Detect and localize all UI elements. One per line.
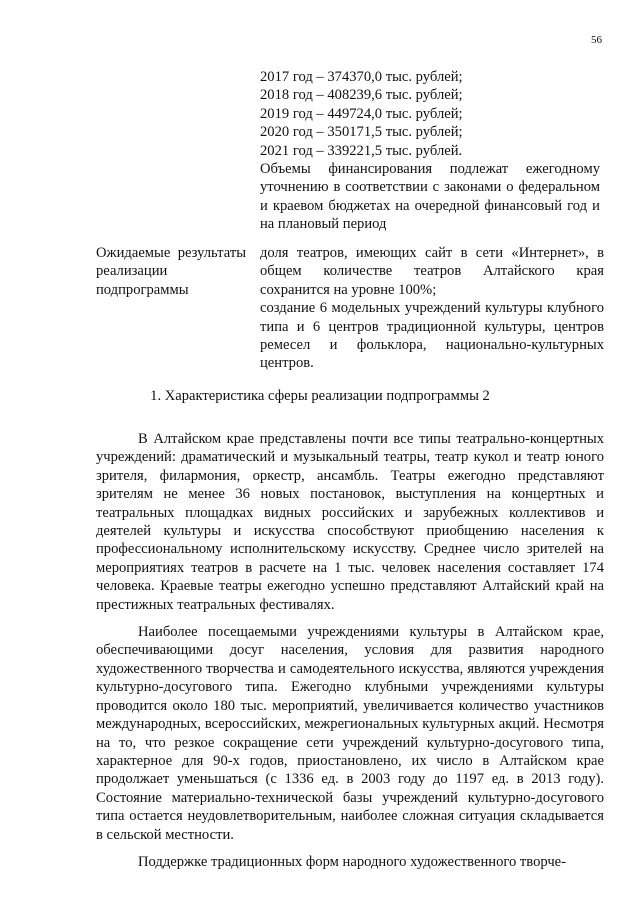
paragraph: Наиболее посещаемыми учреждениями культуры в Алтайском крае, обеспечивающими досуг населения, условия для развития народного художественного творчества и самодеятельного искусства, являются учреждения культурно-досугового типа. Ежегодно клубными учреждениями культуры проводится около 180 тыс. мероприятий, увеличивается количество участников международных, всероссийских, межрегиональных культурных акций. Несмотря на то, что резкое сокращение сети учреждений культурно-досугового типа, характерное для 90-х годов, приостановлено, их число в Алтайском крае продолжает уменьшаться (с 1336 ед. в 2003 году до 1197 ед. в 2013 году). Состояние материально-технической базы учреждений культурно-досугового типа остается неудовлетворительным, наиболее сложная ситуация складывается в сельской местности. (96, 624, 604, 843)
body-text (96, 430, 604, 880)
funding-year-line: 2021 год – 339221,5 тыс. рублей. (260, 142, 463, 159)
paragraph: В Алтайском крае представлены почти все типы театрально-концертных учреждений: драматический и музыкальный театры, театр кукол и театр юного зрителя, филармония, оркестр, ансамбль. Театры ежегодно представляют зрителям не менее 36 новых постановок, выступления на концертных и театральных площадках видных российских и зарубежных коллективов и деятелей культуры и искусства способствуют приобщению населения к профессиональному исполнительскому искусству. Среднее число зрителей на мероприятиях театров в расчете на 1 тыс. человек населения составляет 174 человека. Краевые театры ежегодно успешно представляют Алтайский край на престижных театральных фестивалях. (96, 431, 604, 613)
funding-year-line: 2020 год – 350171,5 тыс. рублей; (260, 124, 463, 141)
expected-results-row (96, 244, 604, 373)
funding-year-line: 2019 год – 449724,0 тыс. рублей; (260, 105, 463, 122)
expected-results-label: Ожидаемые результаты реализации подпрограммы (96, 245, 246, 298)
expected-results-value (260, 244, 604, 373)
paragraph: Поддержке традиционных форм народного художественного творче- (138, 853, 567, 870)
page-number: 56 (591, 34, 602, 46)
expected-result-item: доля театров, имеющих сайт в сети «Интернет», в общем количестве театров Алтайского края сохранится на уровне 100%; (260, 245, 604, 298)
funding-block (260, 68, 600, 234)
section-title: 1. Характеристика сферы реализации подпрограммы 2 (150, 388, 490, 404)
funding-year-line: 2017 год – 374370,0 тыс. рублей; (260, 69, 463, 85)
funding-note: Объемы финансирования подлежат ежегодному уточнению в соответствии с законами о федеральном и краевом бюджетах на очередной финансовый год и на плановый период (260, 161, 600, 233)
expected-result-item: создание 6 модельных учреждений культуры клубного типа и 6 центров традиционной культуры, центров ремесел и фольклора, национально-культурных центров. (260, 300, 604, 372)
funding-year-line: 2018 год – 408239,6 тыс. рублей; (260, 87, 463, 104)
